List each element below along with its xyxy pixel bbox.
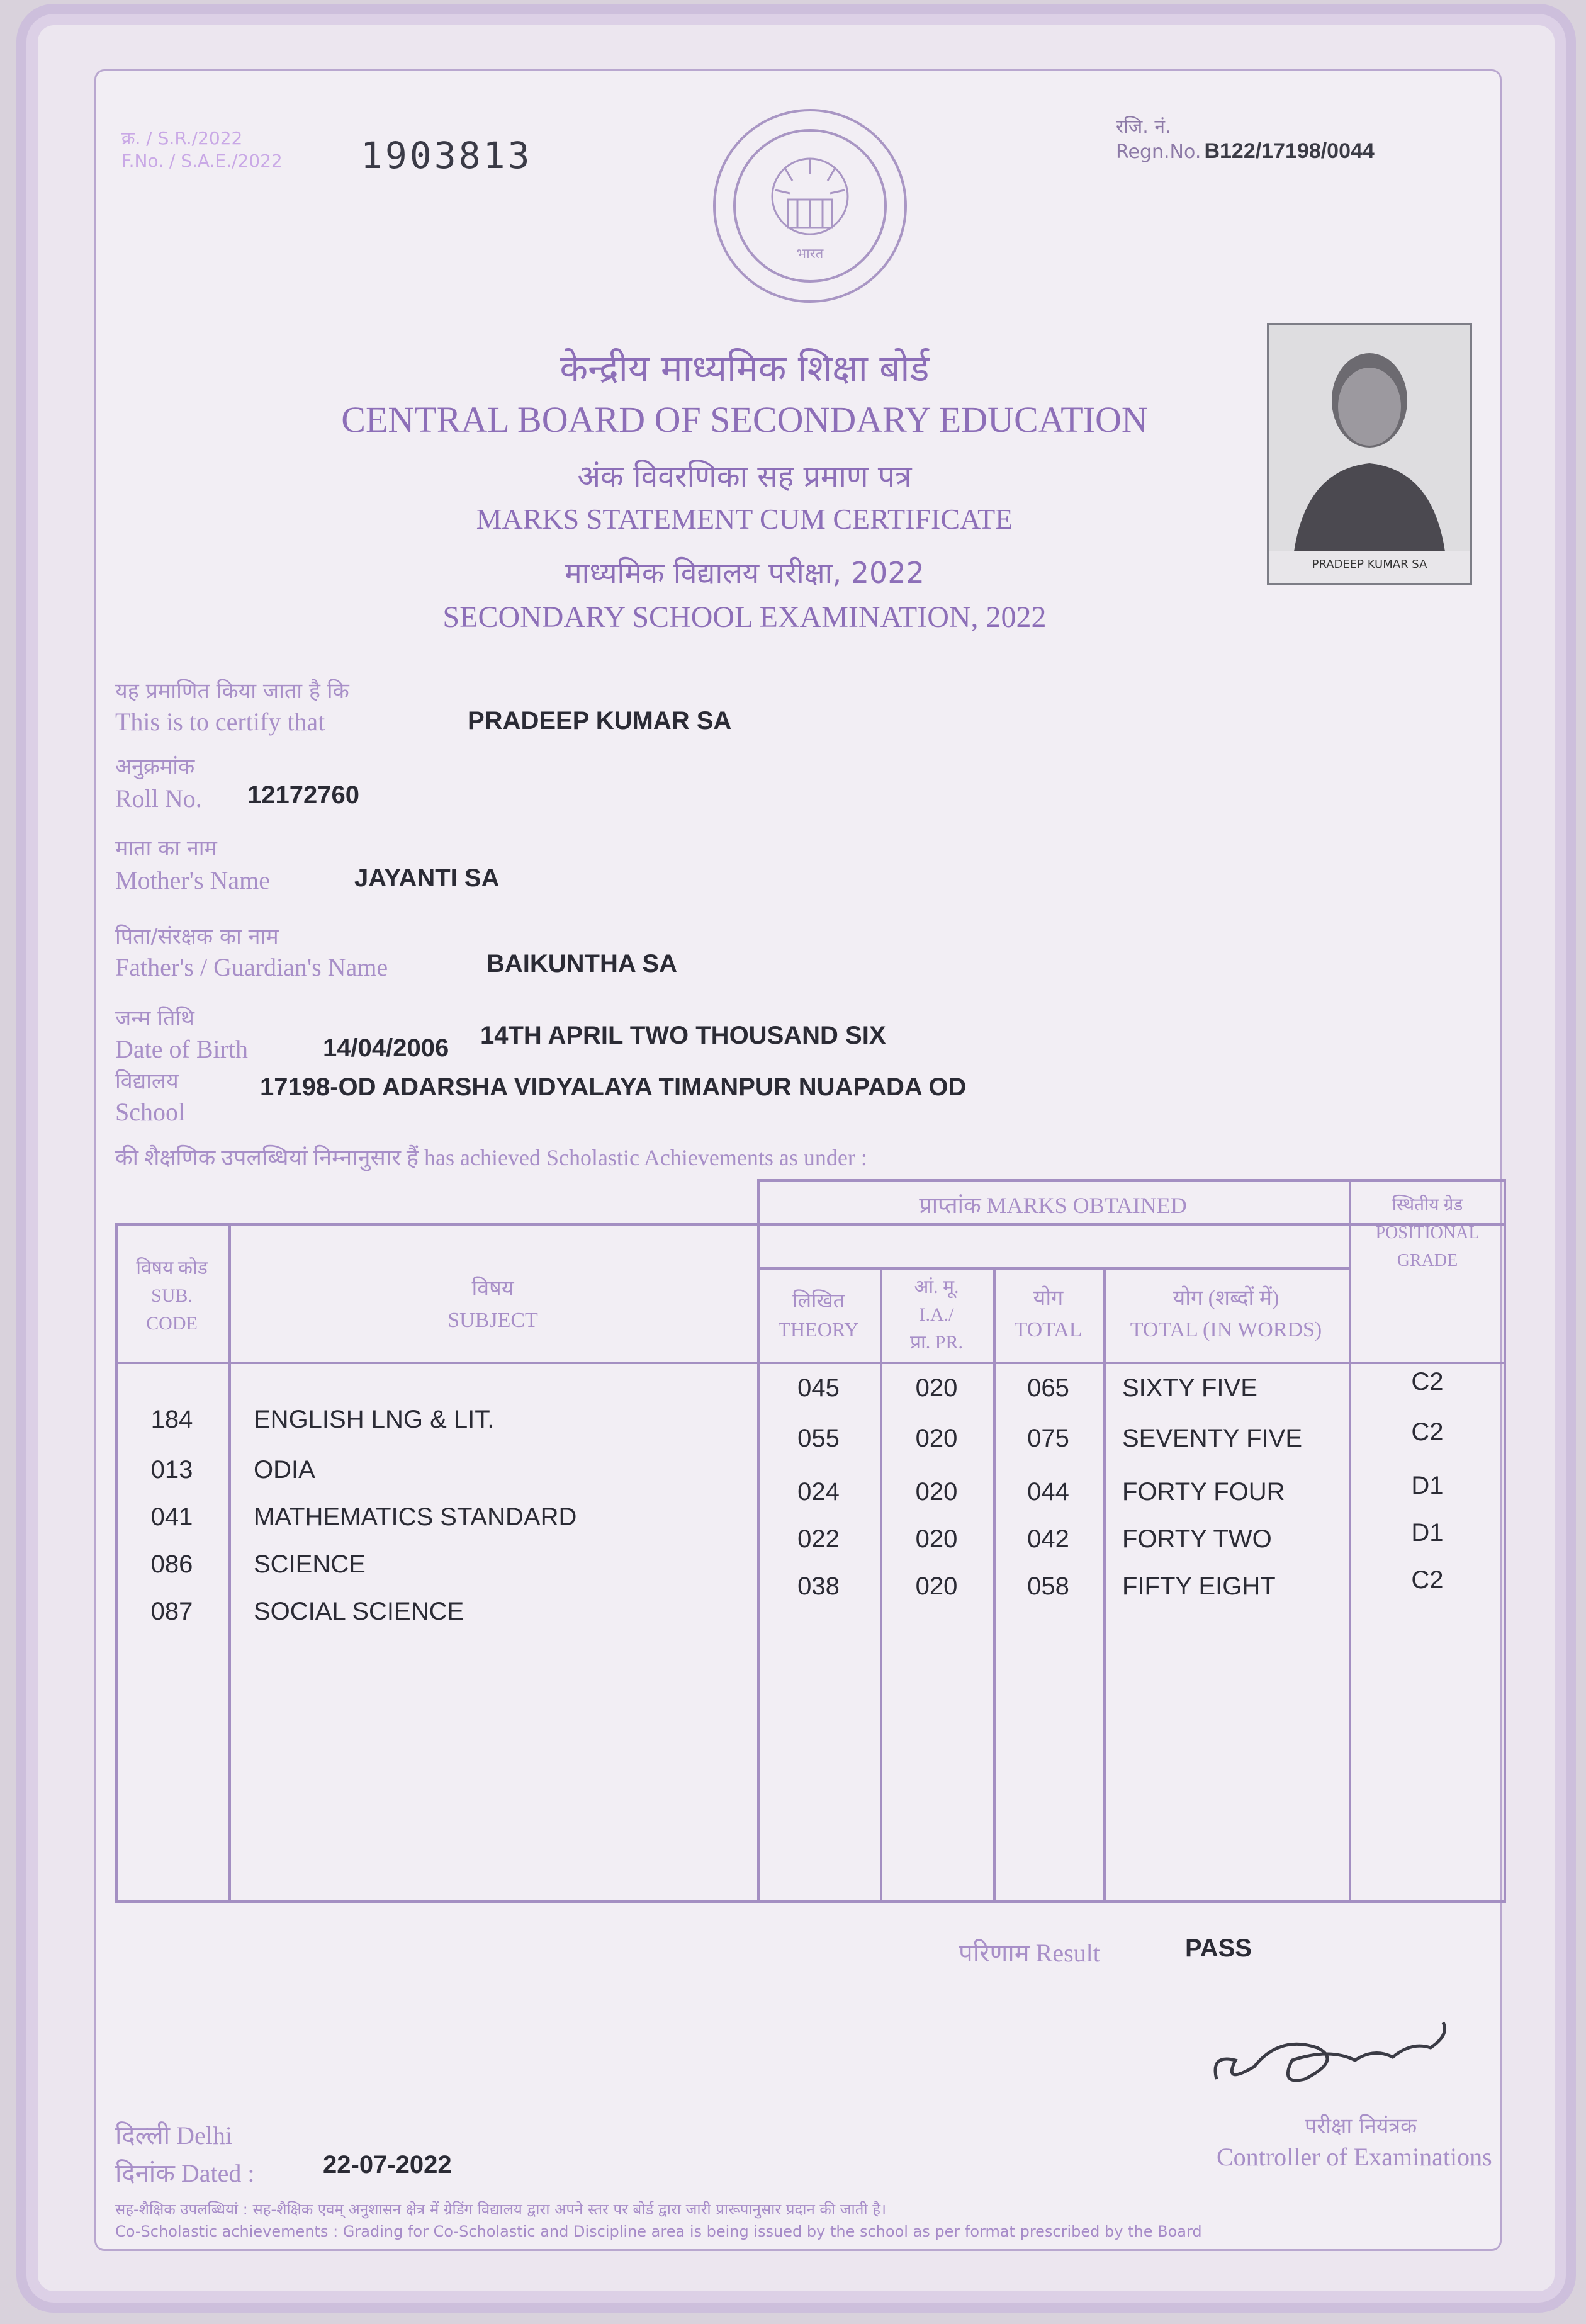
header-theory (757, 1286, 880, 1344)
registration-label-hi: रजि. नं. (1116, 116, 1171, 138)
row-theory: 038 (797, 1572, 840, 1600)
certify-label-en: This is to certify that (115, 708, 325, 736)
achievement-line: की शैक्षणिक उपलब्धियां निम्नानुसार हैं has achieved Scholastic Achievements as under : (115, 1145, 867, 1170)
row-ia: 020 (915, 1374, 958, 1402)
row-words: FORTY TWO (1122, 1525, 1272, 1553)
row-subject: SCIENCE (254, 1550, 366, 1578)
marks-table (115, 1179, 1506, 1903)
header-grade-en2: GRADE (1397, 1251, 1458, 1270)
controller-label-hi: परीक्षा नियंत्रक (1305, 2114, 1417, 2139)
row-ia: 020 (915, 1572, 958, 1600)
header-total-words (1103, 1283, 1349, 1346)
mother-label-en: Mother's Name (115, 866, 271, 894)
header-sub-code (115, 1255, 228, 1338)
row-total: 065 (1027, 1374, 1069, 1402)
header-code-hi: विषय कोड (136, 1258, 208, 1278)
certificate-number: 1903813 (361, 134, 532, 177)
registration-block (1116, 115, 1375, 164)
row-theory: 024 (797, 1478, 840, 1506)
dob-label-en: Date of Birth (115, 1035, 249, 1063)
header-ia-pr: प्रा. PR. (909, 1332, 964, 1353)
place-label: दिल्ली Delhi (115, 2121, 232, 2150)
header-grade-en1: POSITIONAL (1375, 1223, 1480, 1243)
dob-label-hi: जन्म तिथि (115, 1006, 194, 1031)
header-words-en: TOTAL (IN WORDS) (1130, 1318, 1322, 1341)
school-name: 17198-OD ADARSHA VIDYALAYA TIMANPUR NUAPADA OD (260, 1073, 967, 1101)
roll-label-en: Roll No. (115, 784, 202, 813)
seal-label: भारत (796, 246, 824, 262)
row-grade: C2 (1411, 1418, 1444, 1446)
header-divider (115, 1362, 1506, 1364)
portrait-icon (1269, 325, 1470, 551)
controller-signature-icon (1204, 2010, 1468, 2098)
header-ia (880, 1273, 993, 1357)
header-marks-obtained: प्राप्तांक MARKS OBTAINED (919, 1193, 1187, 1218)
controller-label-en: Controller of Examinations (1217, 2143, 1492, 2171)
mother-name: JAYANTI SA (354, 864, 500, 892)
row-total: 042 (1027, 1525, 1069, 1553)
row-theory: 055 (797, 1424, 840, 1452)
document-title-en: MARKS STATEMENT CUM CERTIFICATE (476, 503, 1013, 535)
header-code-en2: CODE (146, 1313, 198, 1334)
exam-title-en: SECONDARY SCHOOL EXAMINATION, 2022 (442, 601, 1047, 634)
header-subject-en: SUBJECT (447, 1309, 538, 1332)
row-ia: 020 (915, 1525, 958, 1553)
header-words-hi: योग (शब्दों में) (1173, 1287, 1279, 1310)
row-words: FORTY FOUR (1122, 1478, 1285, 1506)
row-subject: ODIA (254, 1456, 315, 1484)
seal-emblem-icon (716, 111, 904, 300)
row-total: 044 (1027, 1478, 1069, 1506)
row-divider (757, 1267, 1349, 1270)
board-name-hi: केन्द्रीय माध्यमिक शिक्षा बोर्ड (560, 347, 930, 390)
header-grade-hi: स्थितीय ग्रेड (1392, 1195, 1463, 1215)
row-subject: MATHEMATICS STANDARD (254, 1503, 577, 1531)
header-theory-hi: लिखित (792, 1289, 845, 1312)
faint-code-1: क्र. / S.R./2022 (121, 128, 243, 149)
header-code-en1: SUB. (151, 1285, 193, 1306)
father-label-en: Father's / Guardian's Name (115, 953, 388, 981)
father-label-hi: पिता/संरक्षक का नाम (115, 924, 279, 949)
result-label: परिणाम Result (959, 1939, 1100, 1967)
row-code: 013 (150, 1456, 193, 1484)
table-row (115, 1566, 1506, 1642)
dob-words: 14TH APRIL TWO THOUSAND SIX (480, 1022, 886, 1049)
row-total: 058 (1027, 1572, 1069, 1600)
date-value: 22-07-2022 (323, 2151, 452, 2179)
row-grade: C2 (1411, 1566, 1444, 1594)
row-grade: D1 (1411, 1519, 1444, 1547)
header-ia-hi: आं. मू. (914, 1277, 959, 1297)
school-label-hi: विद्यालय (115, 1069, 179, 1094)
header-theory-en: THEORY (778, 1318, 859, 1341)
row-theory: 022 (797, 1525, 840, 1553)
row-words: SIXTY FIVE (1122, 1374, 1257, 1402)
certificate-sheet (38, 25, 1555, 2291)
header-total-en: TOTAL (1014, 1318, 1083, 1341)
header-subject-hi: विषय (471, 1277, 514, 1300)
photo-caption: PRADEEP KUMAR SA (1312, 558, 1427, 571)
school-label-en: School (115, 1098, 186, 1126)
row-subject: ENGLISH LNG & LIT. (254, 1406, 495, 1433)
header-subject (228, 1273, 757, 1336)
row-words: FIFTY EIGHT (1122, 1572, 1276, 1600)
row-ia: 020 (915, 1424, 958, 1452)
board-name-en: CENTRAL BOARD OF SECONDARY EDUCATION (341, 399, 1148, 440)
registration-label-en: Regn.No. (1116, 141, 1201, 163)
row-total: 075 (1027, 1424, 1069, 1452)
cbse-seal (713, 109, 907, 303)
dob-value: 14/04/2006 (323, 1034, 449, 1062)
date-label: दिनांक Dated : (115, 2159, 255, 2187)
row-theory: 045 (797, 1374, 840, 1402)
header-total-hi: योग (1033, 1287, 1064, 1310)
row-code: 184 (150, 1406, 193, 1433)
row-grade: D1 (1411, 1472, 1444, 1499)
row-code: 041 (150, 1503, 193, 1531)
header-ia-en: I.A./ (919, 1304, 954, 1325)
row-grade: C2 (1411, 1368, 1444, 1396)
registration-number: B122/17198/0044 (1204, 139, 1375, 163)
row-words: SEVENTY FIVE (1122, 1424, 1303, 1452)
row-subject: SOCIAL SCIENCE (254, 1598, 464, 1625)
document-title-hi: अंक विवरणिका सह प्रमाण पत्र (577, 459, 912, 494)
row-code: 086 (150, 1550, 193, 1578)
row-code: 087 (150, 1598, 193, 1625)
result-value: PASS (1185, 1934, 1252, 1962)
faint-code-2: F.No. / S.A.E./2022 (121, 150, 283, 171)
mother-label-hi: माता का नाम (115, 836, 217, 861)
certify-label-hi: यह प्रमाणित किया जाता है कि (115, 679, 349, 704)
roll-number: 12172760 (247, 781, 359, 809)
student-photo (1267, 323, 1472, 585)
student-name: PRADEEP KUMAR SA (468, 707, 732, 735)
footnote-en: Co-Scholastic achievements : Grading for Co-Scholastic and Discipline area is being issued by the school as per format prescribed by the Board (115, 2223, 1202, 2240)
header-total (993, 1283, 1103, 1346)
footnote-hi: सह-शैक्षिक उपलब्धियां : सह-शैक्षिक एवम् अनुशासन क्षेत्र में ग्रेडिंग विद्यालय द्वारा अपने स्तर पर बोर्ड द्वारा जारी प्रारूपानुसार प्रदान की जाती है। (115, 2201, 887, 2218)
father-name: BAIKUNTHA SA (486, 950, 677, 978)
roll-label-hi: अनुक्रमांक (115, 754, 195, 779)
certificate-inner-border (94, 69, 1502, 2251)
row-ia: 020 (915, 1478, 958, 1506)
exam-title-hi: माध्यमिक विद्यालय परीक्षा, 2022 (565, 556, 925, 590)
header-grade (1349, 1192, 1506, 1275)
